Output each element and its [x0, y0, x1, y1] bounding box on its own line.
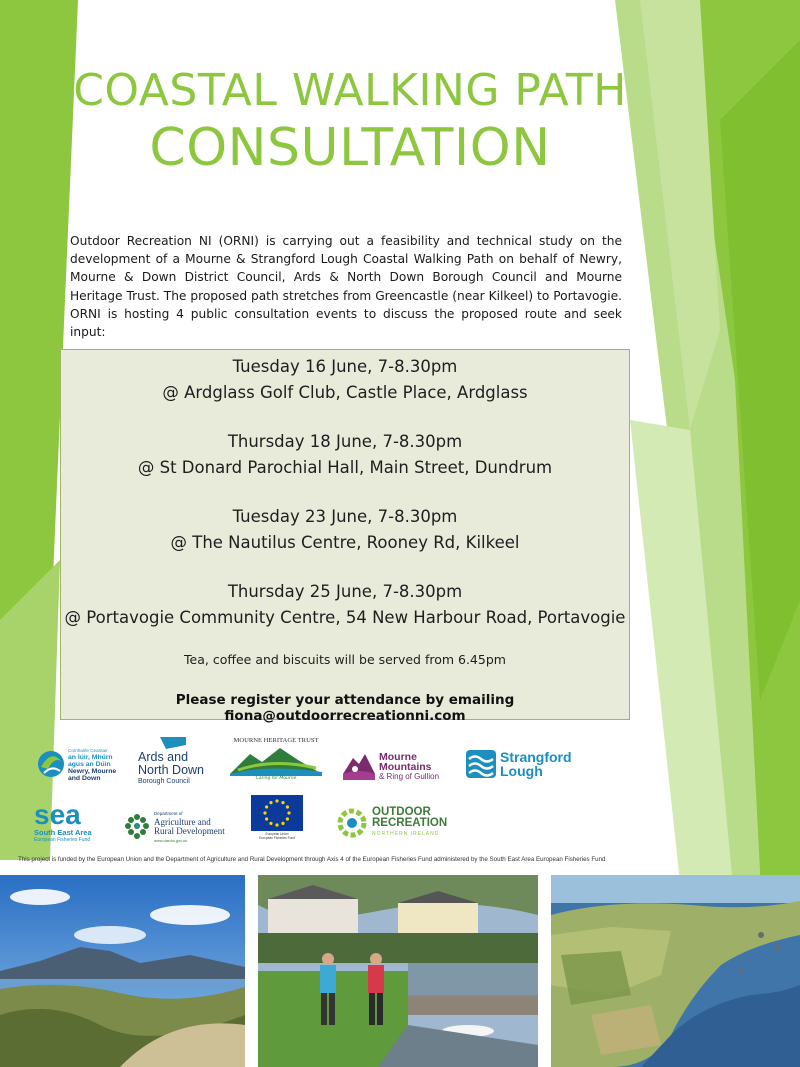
- event-4: [61, 579, 629, 631]
- dard-emblem-icon: [123, 813, 151, 841]
- outdoor-recreation-ni-logo: [336, 803, 466, 843]
- dard-line-1: Agriculture and: [154, 817, 211, 827]
- newry-line-1: Newry, Mourne: [68, 767, 117, 775]
- ornl-ring-icon: [336, 807, 368, 839]
- event-date: Tuesday 23 June, 7-8.30pm: [232, 507, 458, 526]
- ornl-line-1: OUTDOOR: [372, 805, 431, 818]
- mourne-mountain-icon: [343, 752, 375, 782]
- dard-url: www.dardni.gov.uk: [154, 838, 188, 843]
- eu-flag-logo: [250, 795, 304, 851]
- events-box: [60, 349, 630, 724]
- mountains-icon: [228, 744, 324, 776]
- sea-fisheries-logo: [34, 801, 104, 853]
- newry-line-2: and Down: [68, 774, 101, 782]
- title-line-2: CONSULTATION: [149, 118, 551, 179]
- event-date: Tuesday 16 June, 7-8.30pm: [232, 357, 458, 376]
- ards-flag-icon: [160, 737, 186, 749]
- mourne-heritage-trust-logo: [226, 737, 326, 793]
- dard-line-0: Department of: [154, 811, 183, 816]
- strangford-line-2: Lough: [500, 763, 543, 779]
- ards-line-1: Ards and: [138, 750, 189, 764]
- event-date: Thursday 18 June, 7-8.30pm: [227, 432, 463, 451]
- poster-title: [40, 66, 660, 178]
- dard-line-2: Rural Development: [154, 826, 225, 836]
- mourne-mountains-logo: [343, 747, 463, 787]
- eu-caption-1: European Union: [265, 832, 289, 836]
- ards-line-2: North Down: [138, 763, 204, 777]
- logo-strip: [0, 735, 640, 855]
- funding-statement: This project is funded by the European Union and the Department of Agriculture and Rural Development through Axis 4 of the European Fisheries Fund administered by the South East Area European Fisheries Fund: [18, 856, 606, 863]
- eu-flag-icon: [251, 795, 303, 831]
- newry-small-3: agus an Dúin: [68, 760, 111, 768]
- ornl-line-3: NORTHERN IRELAND: [372, 830, 440, 837]
- strangford-waves-icon: [466, 750, 496, 778]
- event-venue: @ Portavogie Community Centre, 54 New Harbour Road, Portavogie: [64, 608, 626, 627]
- photo-mountains-dunes: [0, 875, 245, 1067]
- council-swirl-icon: [36, 747, 66, 781]
- sea-line-2: European Fisheries Fund: [34, 837, 91, 843]
- event-1: [61, 354, 629, 406]
- newry-small-1: Comhairle Ceantair: [68, 747, 108, 753]
- strangford-line-1: Strangford: [500, 749, 572, 765]
- ards-north-down-logo: [138, 737, 218, 793]
- eu-caption-2: European Fisheries Fund: [259, 836, 295, 840]
- mm-line-3: & Ring of Gullion: [379, 772, 440, 781]
- newry-small-2: an Iúir, Mhúrn: [68, 753, 113, 761]
- event-2: [61, 429, 629, 481]
- ards-line-3: Borough Council: [138, 778, 190, 785]
- sea-line-1: South East Area: [34, 828, 92, 837]
- intro-paragraph: Outdoor Recreation NI (ORNI) is carrying out a feasibility and technical study on the development of a Mourne & Strangford Lough Coastal Walking Path on behalf of Newry, Mourne & Down District Council, Ards & North Down Borough Council and Mourne Heritage Trust. The proposed path stretches from Greencastle (near Kilkeel) to Portavogie. ORNI is hosting 4 public consultation events to discuss the proposed route and seek input:: [70, 234, 622, 340]
- mht-tagline: Caring for Mourne: [255, 776, 297, 781]
- photo-walkers-harbour: [258, 875, 538, 1067]
- mm-line-2: Mountains: [379, 761, 432, 773]
- event-venue: @ The Nautilus Centre, Rooney Rd, Kilkeel: [170, 533, 520, 552]
- ornl-line-2: RECREATION: [372, 816, 448, 829]
- dard-logo: [123, 807, 243, 847]
- sea-name: sea: [34, 799, 81, 830]
- strangford-lough-logo: [466, 747, 596, 781]
- event-date: Thursday 25 June, 7-8.30pm: [227, 582, 463, 601]
- newry-mourne-down-logo: [36, 739, 136, 789]
- register-note: Please register your attendance by emailing fiona@outdoorrecreationni.com: [175, 692, 515, 724]
- title-line-1: COASTAL WALKING PATH: [73, 65, 627, 116]
- event-venue: @ Ardglass Golf Club, Castle Place, Ardglass: [162, 383, 528, 402]
- event-3: [61, 504, 629, 556]
- photo-coastline-aerial: [551, 875, 800, 1067]
- event-venue: @ St Donard Parochial Hall, Main Street, Dundrum: [137, 458, 553, 477]
- mht-name: MOURNE HERITAGE TRUST: [233, 737, 319, 744]
- mm-line-1: Mourne: [379, 751, 417, 763]
- refreshments-note: Tea, coffee and biscuits will be served from 6.45pm: [184, 652, 506, 667]
